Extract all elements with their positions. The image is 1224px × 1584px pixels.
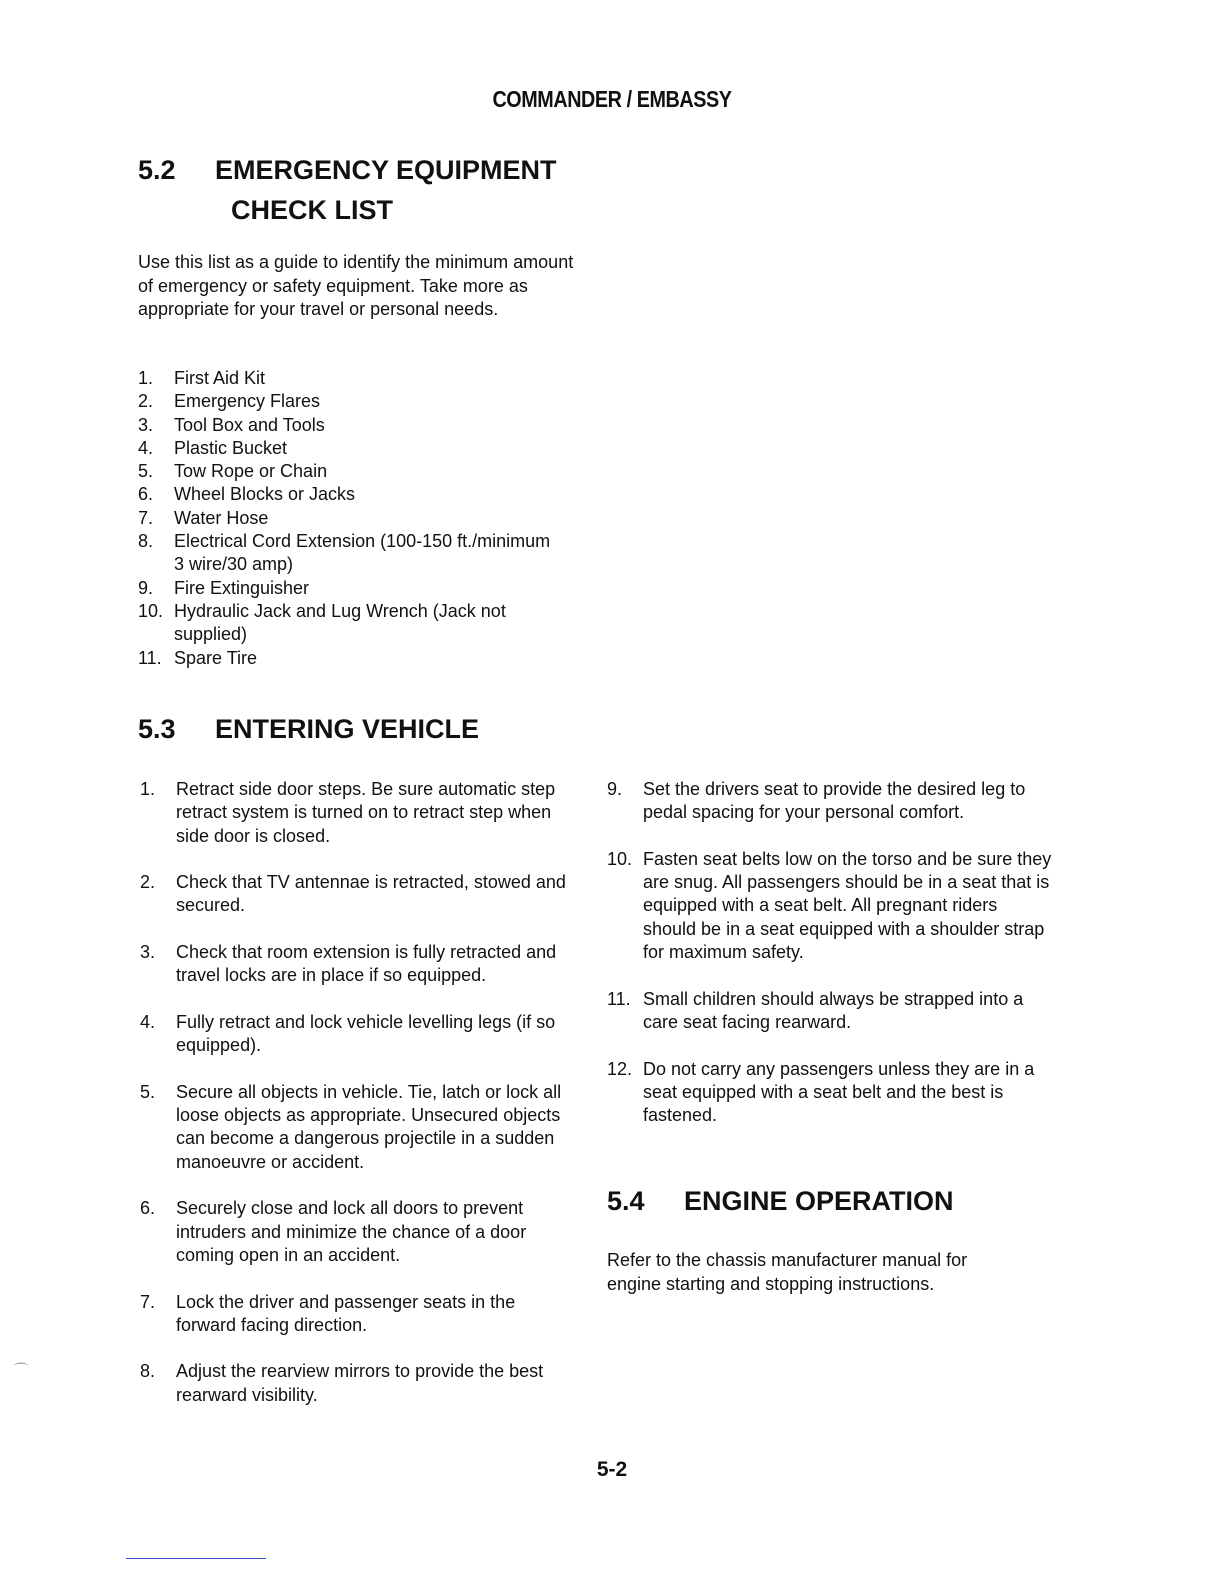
list-item: 12. Do not carry any passengers unless they are in a seat equipped with a seat belt and the best is fastened.	[607, 1058, 1035, 1126]
list-item: 2. Check that TV antennae is retracted, stowed and secured.	[140, 872, 566, 916]
list-item: 10. Hydraulic Jack and Lug Wrench (Jack not supplied)	[138, 600, 506, 645]
list-item: 11. Spare Tire	[138, 647, 258, 668]
list-item: 7. Lock the driver and passenger seats in the forward facing direction.	[140, 1291, 516, 1335]
section-5-2-number: 5.2	[138, 155, 176, 185]
list-item: 11. Small children should always be strapped into a care seat facing rearward.	[607, 988, 1024, 1032]
list-item: 7. Water Hose	[138, 507, 269, 528]
margin-scan-mark: ⌒	[14, 1362, 28, 1378]
list-item: 2. Emergency Flares	[138, 391, 321, 412]
section-5-2-title-line2: CHECK LIST	[231, 195, 393, 225]
section-5-4-title: ENGINE OPERATION	[684, 1186, 954, 1216]
list-item: 9. Fire Extinguisher	[138, 577, 310, 598]
list-item: 8. Adjust the rearview mirrors to provide the best rearward visibility.	[140, 1361, 544, 1405]
list-item: 4. Fully retract and lock vehicle levelling legs (if so equipped).	[140, 1011, 556, 1056]
list-item: 3. Check that room extension is fully retracted and travel locks are in place if so equipped.	[140, 942, 557, 986]
section-5-2-title-line1: EMERGENCY EQUIPMENT	[215, 155, 557, 185]
section-5-4-number: 5.4	[607, 1186, 645, 1216]
section-5-4-body: Refer to the chassis manufacturer manual for engine starting and stopping instructions.	[607, 1250, 968, 1294]
entering-vehicle-list-right	[607, 778, 1052, 1151]
section-5-2-intro: Use this list as a guide to identify the minimum amount of emergency or safety equipment. Take more as appropriate for your travel or personal needs.	[138, 252, 574, 319]
list-item: 6. Securely close and lock all doors to prevent intruders and minimize the chance of a door coming open in an accident.	[140, 1198, 527, 1265]
entering-vehicle-list-left	[140, 778, 580, 1430]
list-item: 1. Retract side door steps. Be sure automatic step retract system is turned on to retract step when side door is closed.	[140, 779, 556, 846]
section-5-3-number: 5.3	[138, 714, 176, 744]
running-header: COMMANDER / EMBASSY	[492, 86, 732, 112]
list-item: 5. Tow Rope or Chain	[138, 461, 328, 482]
list-item: 10. Fasten seat belts low on the torso and be sure they are snug. All passengers should be in a seat that is equipped with a seat belt. All pregnant riders should be in a seat equipped with a shoulder strap for maximum safety.	[607, 848, 1052, 963]
list-item: 1. First Aid Kit	[138, 368, 266, 388]
list-item: 9. Set the drivers seat to provide the desired leg to pedal spacing for your personal comfort.	[607, 779, 1026, 823]
page-number: 5-2	[596, 1458, 628, 1481]
list-item: 8. Electrical Cord Extension (100-150 ft./minimum 3 wire/30 amp)	[138, 531, 551, 575]
equipment-list	[138, 367, 558, 670]
list-item: 6. Wheel Blocks or Jacks	[138, 484, 356, 505]
list-item: 4. Plastic Bucket	[138, 437, 288, 458]
list-item: 5. Secure all objects in vehicle. Tie, latch or lock all loose objects as appropriate. Unsecured objects can become a dangerous projectile in a sudden manoeuvre or accident.	[140, 1081, 562, 1172]
footer-rule	[126, 1558, 266, 1559]
section-5-3-title: ENTERING VEHICLE	[215, 714, 480, 744]
list-item: 3. Tool Box and Tools	[138, 414, 325, 435]
